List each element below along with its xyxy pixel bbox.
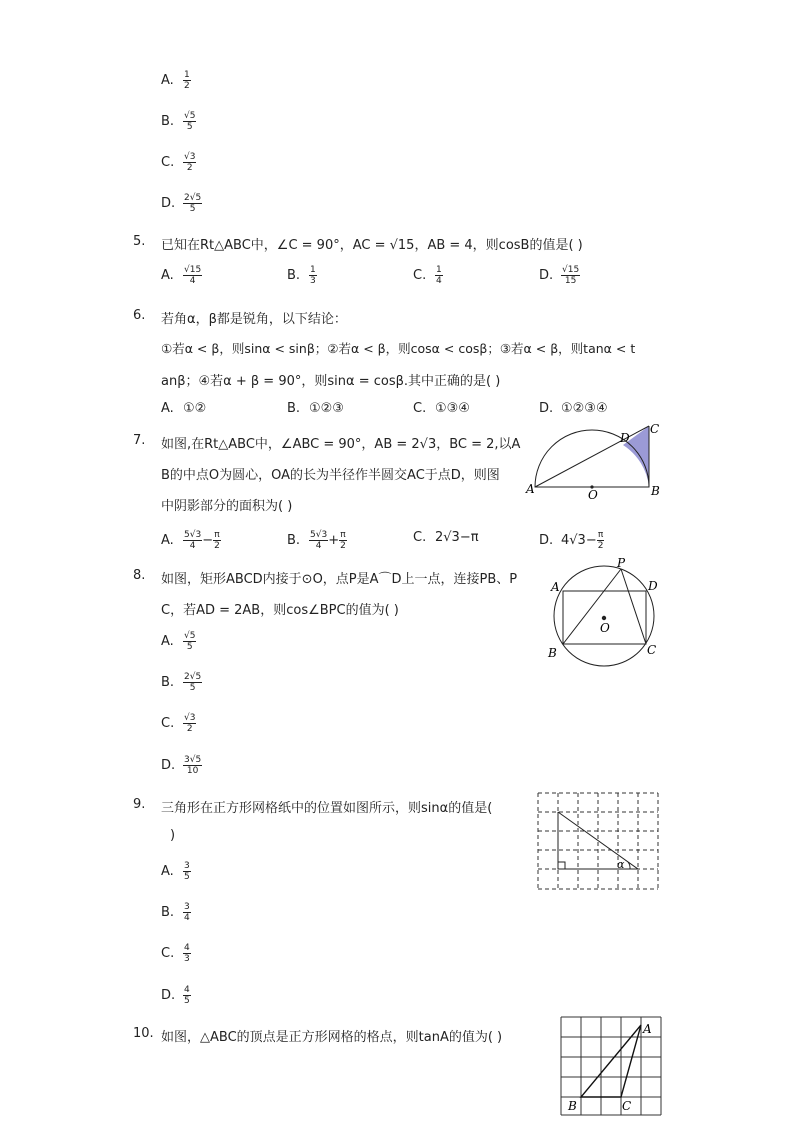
q9-option-b[interactable]: B. $\frac{3}{4}$ — [161, 902, 190, 923]
fraction: $\frac{1}{4}$ — [436, 265, 442, 286]
label-p: P — [617, 556, 626, 570]
label-d: D — [648, 579, 658, 593]
fraction: $\frac{\pi}{2}$ — [340, 530, 346, 551]
fraction: $\frac{√5}{5}$ — [184, 111, 196, 132]
q8-option-c[interactable]: C. $\frac{√3}{2}$ — [161, 713, 196, 734]
question-text-line2: ) — [170, 828, 176, 843]
fraction: $\frac{4}{3}$ — [184, 943, 190, 964]
label-o: O — [600, 621, 610, 635]
label-a: A — [526, 482, 535, 496]
q9-grid-figure — [537, 792, 659, 890]
question-text: 已知在Rt△ABC中，∠C = 90°，AC = √15，AB = 4，则cosB的值是( ) — [161, 238, 583, 253]
question-number: 8. — [133, 568, 146, 583]
fraction: $\frac{1}{3}$ — [310, 265, 316, 286]
question-text-line2: B的中点O为圆心，OA的长为半径作半圆交AC于点D，则图 — [161, 468, 500, 483]
label-b: B — [548, 646, 557, 660]
question-text-line1: 如图,在Rt△ABC中，∠ABC = 90°，AB = 2√3，BC = 2,以A — [161, 437, 521, 452]
fraction: $\frac{1}{2}$ — [184, 70, 190, 91]
q5-option-a[interactable]: A. $\frac{√15}{4}$ — [161, 265, 202, 286]
triangle — [558, 812, 638, 869]
q6-option-d[interactable]: D. ①②③④ — [539, 401, 608, 416]
fraction: $\frac{\pi}{2}$ — [214, 530, 220, 551]
question-number: 9. — [133, 797, 146, 812]
label-b: B — [651, 484, 660, 498]
q6-option-c[interactable]: C. ①③④ — [413, 401, 470, 416]
label-c: C — [647, 643, 657, 657]
q4-option-c[interactable]: C. $\frac{√3}{2}$ — [161, 152, 196, 173]
fraction: $\frac{\pi}{2}$ — [597, 530, 604, 551]
q5-option-b[interactable]: B. $\frac{1}{3}$ — [287, 265, 316, 286]
fraction: $\frac{2√5}{5}$ — [184, 672, 202, 693]
q7-figure — [526, 418, 662, 502]
label-a: A — [551, 580, 560, 594]
fraction: $\frac{3}{4}$ — [184, 902, 190, 923]
q4-option-b[interactable]: B. $\frac{√5}{5}$ — [161, 111, 196, 132]
q5-option-d[interactable]: D. $\frac{√15}{15}$ — [539, 265, 580, 286]
q8-option-a[interactable]: A. $\frac{√5}{5}$ — [161, 631, 196, 652]
segment-pc — [621, 569, 646, 644]
fraction: $\frac{3}{5}$ — [184, 861, 190, 882]
question-text-line3: 中阴影部分的面积为( ) — [161, 499, 293, 514]
question-text-line1: 若角α，β都是锐角，以下结论： — [161, 312, 347, 327]
fraction: $\frac{√15}{4}$ — [184, 265, 202, 286]
q6-option-a[interactable]: A. ①② — [161, 401, 207, 416]
fraction: $\frac{√15}{15}$ — [562, 265, 580, 286]
q7-option-b[interactable]: B. $\frac{5√3}{4}$ + $\frac{\pi}{2}$ — [287, 530, 346, 551]
question-number: 6. — [133, 308, 146, 323]
question-text-line1: 如图，矩形ABCD内接于⊙O，点P是A⌒D上一点，连接PB、P — [161, 572, 518, 587]
center-point — [602, 616, 606, 620]
label-c: C — [622, 1099, 632, 1113]
question-number: 7. — [133, 433, 146, 448]
q9-option-a[interactable]: A. $\frac{3}{5}$ — [161, 861, 190, 882]
question-text-line1: 三角形在正方形网格纸中的位置如图所示，则sinα的值是( — [161, 801, 493, 816]
q4-option-d[interactable]: D. $\frac{2√5}{5}$ — [161, 193, 202, 214]
fraction: $\frac{4}{5}$ — [184, 985, 190, 1006]
segment-pb — [563, 569, 621, 644]
fraction: $\frac{√3}{2}$ — [184, 713, 196, 734]
question-text: 如图，△ABC的顶点是正方形网格的格点，则tanA的值为( ) — [161, 1030, 503, 1045]
right-angle-mark — [558, 862, 565, 869]
q5-option-c[interactable]: C. $\frac{1}{4}$ — [413, 265, 442, 286]
question-number: 10. — [133, 1026, 154, 1041]
q7-option-c[interactable]: C. 2√3−π — [413, 530, 479, 545]
fraction: $\frac{5√3}{4}$ — [310, 530, 328, 551]
q8-option-b[interactable]: B. $\frac{2√5}{5}$ — [161, 672, 202, 693]
fraction: $\frac{√5}{5}$ — [184, 631, 196, 652]
label-d: D — [620, 431, 630, 445]
q7-option-d[interactable]: D. 4√3− $\frac{\pi}{2}$ — [539, 530, 604, 551]
q6-option-b[interactable]: B. ①②③ — [287, 401, 344, 416]
question-text-line2: C，若AD = 2AB，则cos∠BPC的值为( ) — [161, 603, 399, 618]
fraction: $\frac{5√3}{4}$ — [184, 530, 202, 551]
q8-figure — [543, 555, 668, 665]
triangle-abc — [581, 1025, 641, 1097]
question-text-line2: ①若α < β，则sinα < sinβ；②若α < β，则cosα < cosβ；③若α < β，则tanα < t — [161, 341, 636, 356]
q7-option-a[interactable]: A. $\frac{5√3}{4}$ − $\frac{\pi}{2}$ — [161, 530, 220, 551]
q9-option-d[interactable]: D. $\frac{4}{5}$ — [161, 985, 190, 1006]
question-text-line3: anβ；④若α + β = 90°，则sinα = cosβ.其中正确的是( ) — [161, 374, 501, 389]
label-c: C — [650, 422, 660, 436]
label-a: A — [643, 1022, 652, 1036]
fraction: $\frac{√3}{2}$ — [184, 152, 196, 173]
fraction: $\frac{2√5}{5}$ — [184, 193, 202, 214]
q10-grid-figure — [559, 1015, 663, 1117]
q8-option-d[interactable]: D. $\frac{3√5}{10}$ — [161, 755, 202, 776]
label-alpha: α — [617, 858, 625, 871]
segment-ac — [535, 426, 649, 487]
label-o: O — [588, 488, 598, 502]
question-number: 5. — [133, 234, 146, 249]
fraction: $\frac{3√5}{10}$ — [184, 755, 202, 776]
q9-option-c[interactable]: C. $\frac{4}{3}$ — [161, 943, 190, 964]
label-b: B — [568, 1099, 577, 1113]
q4-option-a[interactable]: A. $\frac{1}{2}$ — [161, 70, 190, 91]
